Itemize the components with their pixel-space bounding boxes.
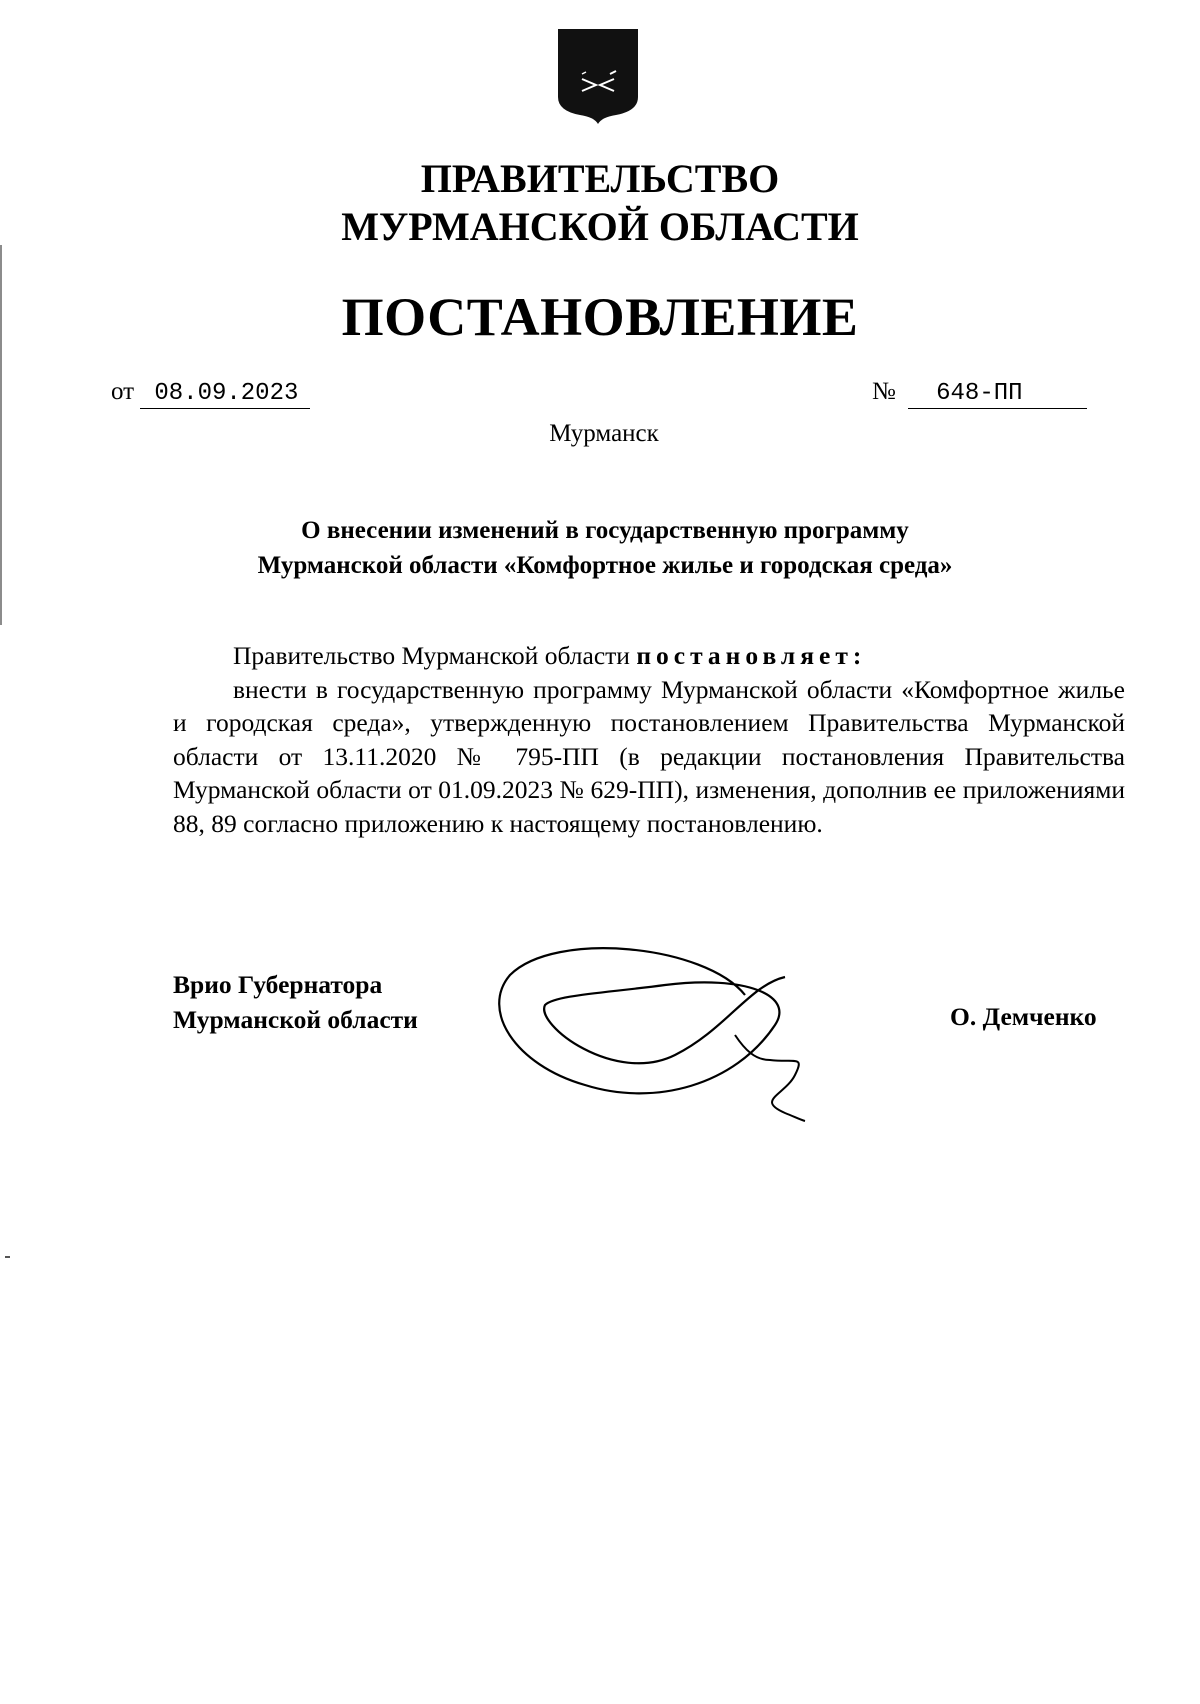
organization-title xyxy=(0,155,1200,251)
document-number xyxy=(872,378,1087,409)
body-intro: Правительство Мурманской области xyxy=(233,641,630,670)
document-body xyxy=(173,639,1125,840)
signatory-position-line1: Врио Губернатора xyxy=(173,970,383,999)
document-date xyxy=(111,378,310,409)
handwritten-signature xyxy=(495,935,885,1155)
signatory-position xyxy=(173,967,418,1037)
document-subject xyxy=(0,513,1200,583)
body-intro-paragraph xyxy=(173,639,1125,673)
body-main-paragraph: внести в государственную программу Мурманской области «Комфортное жилье и городская среда», утвержденную постановлением Правительства Мурманской области от 13.11.2020 № 795-ПП (в редакции постановления Правительства Мурманской области от 01.09.2023 № 629-ПП), изменения, дополнив ее приложениями 88, 89 согласно приложению к настоящему постановлению. xyxy=(173,674,1125,838)
document-city: Мурманск xyxy=(549,420,659,447)
subject-line1: О внесении изменений в государственную программу xyxy=(301,517,909,544)
date-prefix: от xyxy=(111,378,135,405)
document-type-title: ПОСТАНОВЛЕНИЕ xyxy=(341,287,859,347)
organization-title-line2: МУРМАНСКОЙ ОБЛАСТИ xyxy=(341,204,859,249)
coat-of-arms-icon xyxy=(556,27,640,125)
number-prefix: № xyxy=(872,378,896,405)
subject-line2: Мурманской области «Комфортное жилье и городская среда» xyxy=(257,552,953,579)
date-value: 08.09.2023 xyxy=(140,380,310,409)
scan-artifact xyxy=(5,1256,10,1258)
body-intro-verb: постановляет: xyxy=(636,641,867,670)
signatory-position-line2: Мурманской области xyxy=(173,1005,418,1034)
signatory-name: О. Демченко xyxy=(950,1002,1097,1031)
number-value: 648-ПП xyxy=(908,380,1086,409)
organization-title-line1: ПРАВИТЕЛЬСТВО xyxy=(420,156,780,201)
